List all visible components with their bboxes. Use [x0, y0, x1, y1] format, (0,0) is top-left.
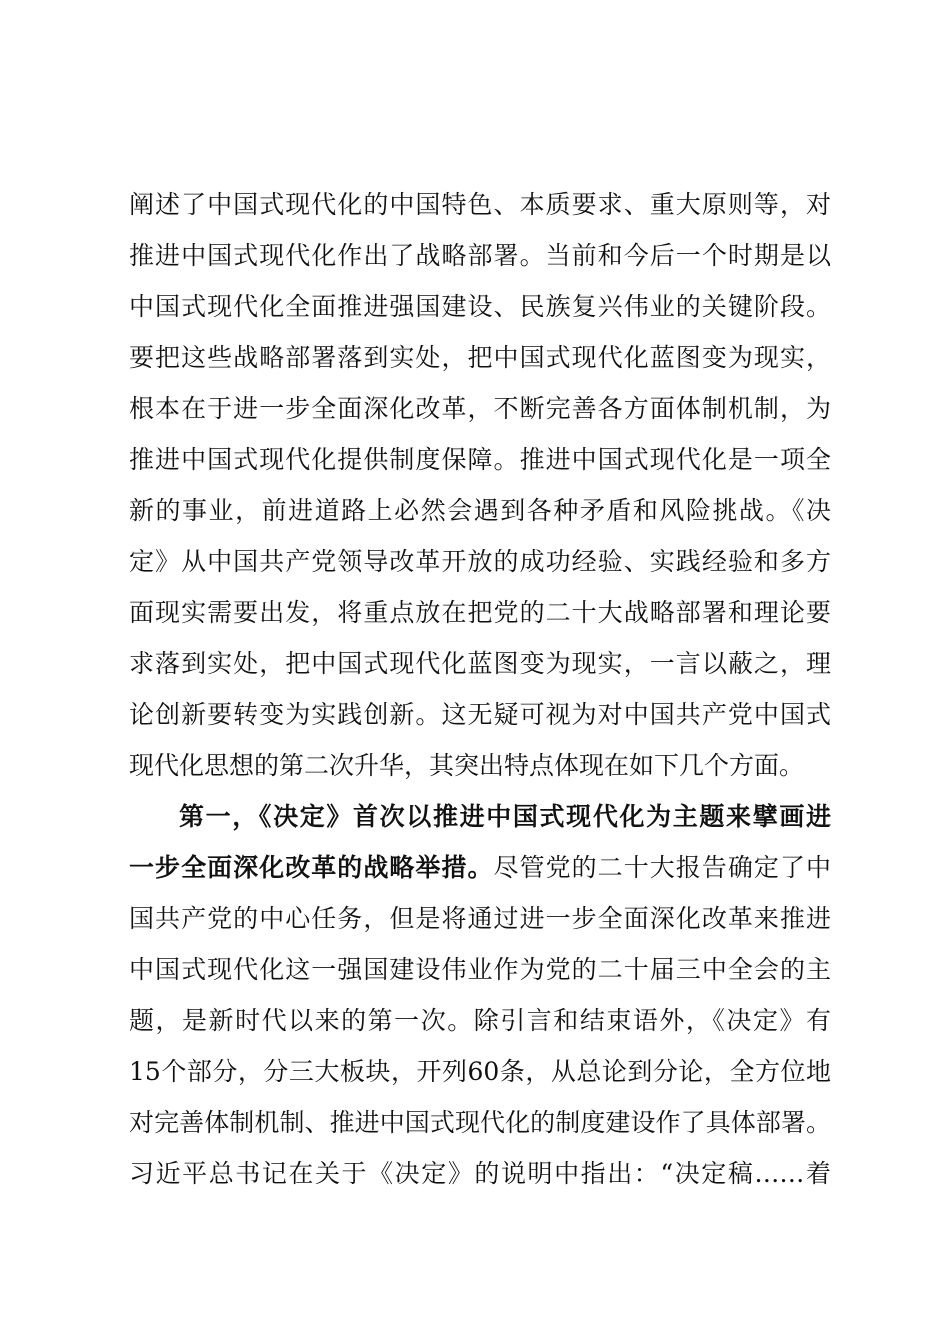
- paragraph-1-line-4: 要把这些战略部署落到实处，把中国式现代化蓝图变为现实，: [129, 343, 831, 372]
- paragraph-1-line-9: 面现实需要出发，将重点放在把党的二十大战略部署和理论要: [129, 598, 831, 627]
- paragraph-2-heading-line-2: 一步全面深化改革的战略举措。: [129, 853, 494, 882]
- paragraph-2-line-3: 国共产党的中心任务，但是将通过进一步全面深化改革来推进: [129, 904, 831, 933]
- paragraph-1-line-2: 推进中国式现代化作出了战略部署。当前和今后一个时期是以: [129, 241, 831, 270]
- paragraph-2-line-8: 习近平总书记在关于《决定》的说明中指出：“决定稿……着: [129, 1159, 831, 1188]
- paragraph-2-line-2: [129, 848, 831, 888]
- paragraph-1-line-6: 推进中国式现代化提供制度保障。推进中国式现代化是一项全: [129, 445, 831, 474]
- paragraph-1-line-5: 根本在于进一步全面深化改革，不断完善各方面体制机制，为: [129, 394, 831, 423]
- paragraph-2-line-5: 题，是新时代以来的第一次。除引言和结束语外，《决定》有: [129, 1006, 831, 1035]
- paragraph-1-line-8: 定》从中国共产党领导改革开放的成功经验、实践经验和多方: [129, 547, 831, 576]
- paragraph-2-line-4: 中国式现代化这一强国建设伟业作为党的二十届三中全会的主: [129, 955, 831, 984]
- paragraph-1-line-12: 现代化思想的第二次升华，其突出特点体现在如下几个方面。: [129, 751, 805, 780]
- paragraph-1-line-3: 中国式现代化全面推进强国建设、民族复兴伟业的关键阶段。: [129, 292, 831, 321]
- paragraph-1-line-1: 阐述了中国式现代化的中国特色、本质要求、重大原则等，对: [129, 190, 831, 219]
- paragraph-2-line-6: 15个部分，分三大板块，开列60条，从总论到分论，全方位地: [129, 1057, 831, 1086]
- paragraph-1-line-7: 新的事业，前进道路上必然会遇到各种矛盾和风险挑战。《决: [129, 496, 831, 525]
- paragraph-2-line-7: 对完善体制机制、推进中国式现代化的制度建设作了具体部署。: [129, 1108, 831, 1137]
- paragraph-2-heading-line-1: 第一，《决定》首次以推进中国式现代化为主题来擘画进: [179, 802, 831, 831]
- paragraph-2-line-2-text: 尽管党的二十大报告确定了中: [493, 853, 831, 882]
- paragraph-1-line-10: 求落到实处，把中国式现代化蓝图变为现实，一言以蔽之，理: [129, 649, 831, 678]
- paragraph-1-line-11: 论创新要转变为实践创新。这无疑可视为对中国共产党中国式: [129, 700, 831, 729]
